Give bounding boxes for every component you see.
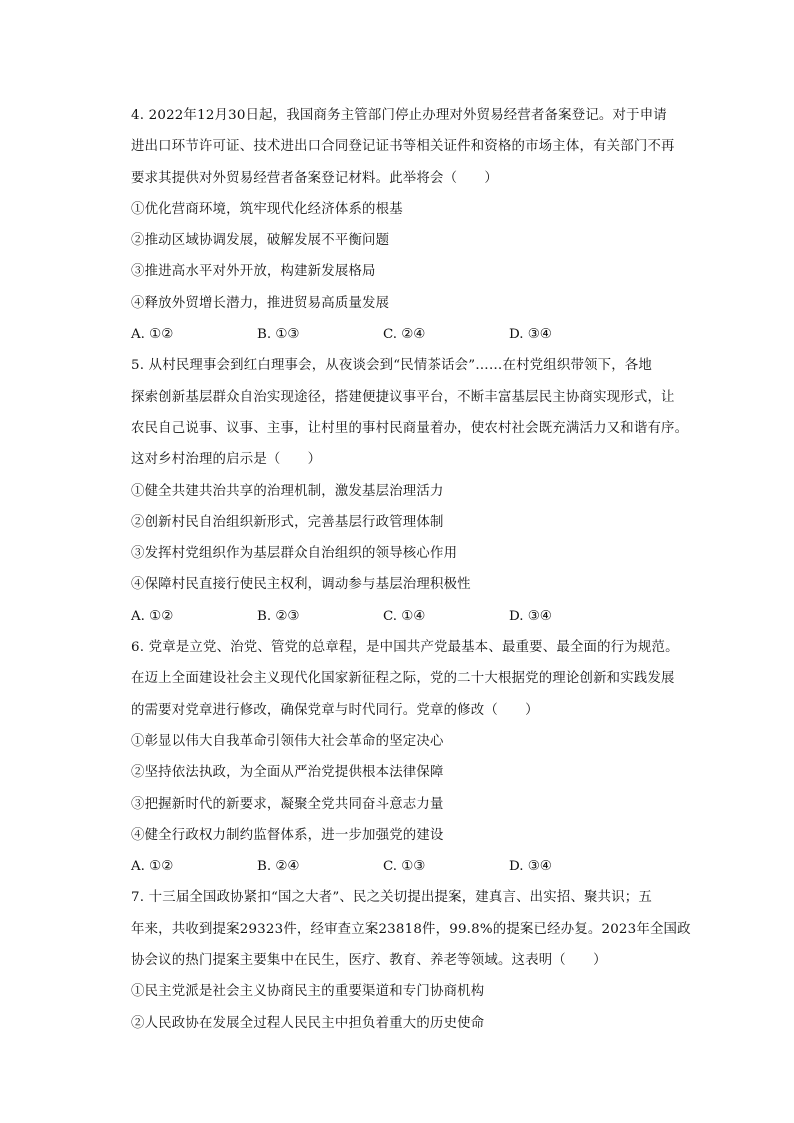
statement: ④保障村民直接行使民主权利，调动参与基层治理积极性 — [131, 577, 471, 593]
statement: ①民主党派是社会主义协商民主的重要渠道和专门协商机构 — [131, 984, 485, 1000]
statement: ④释放外贸增长潜力，推进贸易高质量发展 — [131, 295, 390, 311]
option-b: B. ②④ — [257, 859, 300, 875]
option-d: D. ③④ — [509, 327, 552, 343]
option-c: C. ①④ — [383, 608, 426, 624]
statement: ②坚持依法执政，为全面从严治党提供根本法律保障 — [131, 765, 444, 781]
option-a: A. ①② — [131, 327, 174, 343]
question-stem-line: 协会议的热门提案主要集中在民生，医疗、教育、养老等领域。这表明（ ） — [131, 953, 607, 969]
question-4 — [131, 100, 711, 350]
question-5 — [131, 350, 711, 632]
exam-page — [131, 100, 711, 1039]
option-d: D. ③④ — [509, 608, 552, 624]
option-c: C. ②④ — [383, 327, 426, 343]
answer-options — [131, 601, 711, 632]
question-stem-line: 6. 党章是立党、治党、管党的总章程，是中国共产党最基本、最重要、最全面的行为规范。 — [131, 640, 679, 656]
question-stem-line: 年来，共收到提案29323件，经审查立案23818件，99.8%的提案已经办复。2023年全国政 — [131, 921, 691, 937]
statement: ①优化营商环境，筑牢现代化经济体系的根基 — [131, 201, 403, 217]
statement: ②推动区域协调发展，破解发展不平衡问题 — [131, 233, 390, 249]
question-stem-line: 5. 从村民理事会到红白理事会，从夜谈会到“民情茶话会”……在村党组织带领下，各地 — [131, 358, 652, 374]
question-stem-line: 的需要对党章进行修改，确保党章与时代同行。党章的修改（ ） — [131, 702, 539, 718]
option-d: D. ③④ — [509, 859, 552, 875]
statement: ②创新村民自治组织新形式，完善基层行政管理体制 — [131, 514, 444, 530]
option-b: B. ①③ — [257, 327, 300, 343]
option-c: C. ①③ — [383, 859, 426, 875]
question-stem-line: 在迈上全面建设社会主义现代化国家新征程之际，党的二十大根据党的理论创新和实践发展 — [131, 671, 675, 687]
statement: ①健全共建共治共享的治理机制，激发基层治理活力 — [131, 483, 444, 499]
question-stem-line: 进出口环节许可证、技术进出口合同登记证书等相关证件和资格的市场主体，有关部门不再 — [131, 139, 675, 155]
statement: ③把握新时代的新要求，凝聚全党共同奋斗意志力量 — [131, 796, 444, 812]
question-stem-line: 农民自己说事、议事、主事，让村里的事村民商量着办，使农村社会既充满活力又和谐有序。 — [131, 420, 689, 436]
statement: ④健全行政权力制约监督体系，进一步加强党的建设 — [131, 827, 444, 843]
question-6 — [131, 632, 711, 882]
statement: ③发挥村党组织作为基层群众自治组织的领导核心作用 — [131, 546, 458, 562]
option-a: A. ①② — [131, 608, 174, 624]
answer-options — [131, 319, 711, 350]
question-stem-line: 探索创新基层群众自治实现途径，搭建便捷议事平台，不断丰富基层民主协商实现形式，让 — [131, 389, 675, 405]
question-stem-line: 7. 十三届全国政协紧扣“国之大者”、民之关切提出提案，建真言、出实招、聚共识；五 — [131, 890, 652, 906]
question-7 — [131, 882, 711, 1038]
option-a: A. ①② — [131, 859, 174, 875]
question-stem-line: 4. 2022年12月30日起，我国商务主管部门停止办理对外贸易经营者备案登记。对于申请 — [131, 108, 667, 123]
question-stem-line: 要求其提供对外贸易经营者备案登记材料。此举将会（ ） — [131, 170, 498, 186]
answer-options — [131, 851, 711, 882]
statement: ①彰显以伟大自我革命引领伟大社会革命的坚定决心 — [131, 733, 444, 749]
statement: ②人民政协在发展全过程人民民主中担负着重大的历史使命 — [131, 1015, 485, 1031]
statement: ③推进高水平对外开放，构建新发展格局 — [131, 264, 376, 280]
option-b: B. ②③ — [257, 608, 300, 624]
question-stem-line: 这对乡村治理的启示是（ ） — [131, 452, 322, 468]
